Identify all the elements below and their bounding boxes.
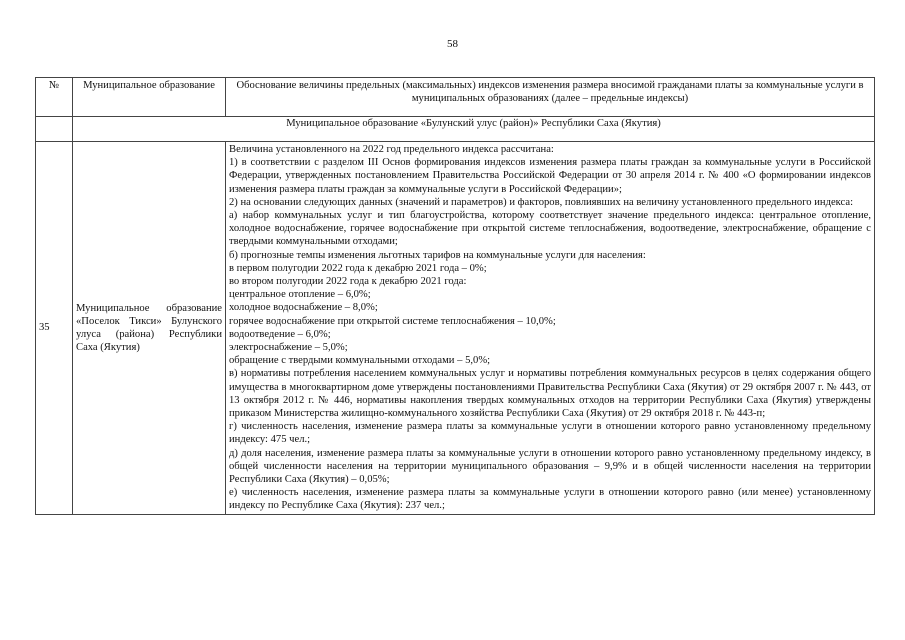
row-basis-text: [226, 142, 875, 515]
basis-table: [35, 77, 875, 515]
basis-line: д) доля населения, изменение размера платы за коммунальные услуги в отношении которого равно установленному предельному индексу, в общей численности населения на территории муниципального образования – 9,9% и в общей численности населения на территории Республики Саха (Якутия) – 0,05%;: [229, 447, 871, 486]
basis-line: холодное водоснабжение – 8,0%;: [229, 302, 378, 314]
basis-line: Величина установленного на 2022 год предельного индекса рассчитана:: [229, 144, 554, 155]
basis-line: б) прогнозные темпы изменения льготных тарифов на коммунальные услуги для населения:: [229, 249, 646, 261]
basis-line: обращение с твердыми коммунальными отходами – 5,0%;: [229, 355, 491, 367]
basis-line: 1) в соответствии с разделом III Основ формирования индексов изменения размера платы граждан за коммунальные услуги в Российской Федерации, утвержденных постановлением Правительства Российской Федерации от 30 апреля 2014 г. № 400 «О формировании индексов изменения размера платы граждан за коммунальные услуги в Российской Федерации»;: [229, 157, 871, 195]
basis-line: г) численность населения, изменение размера платы за коммунальные услуги в отношении которого равно установленному предельному индексу: 475 чел.;: [229, 421, 871, 446]
table-row: [36, 142, 875, 515]
basis-line: водоотведение – 6,0%;: [229, 328, 331, 340]
basis-line: в первом полугодии 2022 года к декабрю 2021 года – 0%;: [229, 262, 487, 274]
basis-line: электроснабжение – 5,0%;: [229, 342, 348, 354]
basis-line: 2) на основании следующих данных (значений и параметров) и факторов, повлиявших на величину установленного предельного индекса:: [229, 196, 854, 208]
header-basis: Обоснование величины предельных (максимальных) индексов изменения размера вносимой гражданами платы за коммунальные услуги в муниципальных образованиях (далее – предельные индексы): [226, 78, 875, 117]
row-municipality: Муниципальное образование «Поселок Тикси» Булунского улуса (района) Республики Саха (Якутия): [73, 142, 226, 515]
section-empty-cell: [36, 117, 73, 142]
section-title: Муниципальное образование «Булунский улус (район)» Республики Саха (Якутия): [73, 117, 875, 142]
header-municipality: Муниципальное образование: [73, 78, 226, 117]
basis-line: е) численность населения, изменение размера платы за коммунальные услуги в отношении которого равно (или менее) установленному индексу по Республике Саха (Якутия): 237 чел.;: [229, 487, 871, 512]
page-number: 58: [447, 38, 458, 50]
basis-line: центральное отопление – 6,0%;: [229, 289, 371, 301]
basis-line: во втором полугодии 2022 года к декабрю 2021 года:: [229, 276, 467, 288]
table-header-row: [36, 78, 875, 117]
basis-line: а) набор коммунальных услуг и тип благоустройства, которому соответствует значение предельного индекса: центральное отопление, холодное водоснабжение, горячее водоснабжение при открытой системе теплоснабжения, водоотведение, электроснабжение, обращение с твердыми коммунальными отходами;: [229, 210, 871, 248]
basis-line: горячее водоснабжение при открытой системе теплоснабжения – 10,0%;: [229, 315, 556, 327]
header-number: №: [36, 78, 73, 117]
basis-line: в) нормативы потребления населением коммунальных услуг и нормативы потребления коммунальных ресурсов в целях содержания общего имущества в многоквартирном доме утверждены постановлениями Правительства Республики Саха (Якутия) от 29 октября 2007 г. № 443, от 13 октября 2012 г. № 446, нормативы накопления твердых коммунальных отходов на территории Республики Саха (Якутия) утверждены приказом Министерства жилищно-коммунального хозяйства Республики Саха (Якутия) от 29 октября 2018 г. № 443-п;: [229, 368, 871, 420]
section-row: [36, 117, 875, 142]
row-number: 35: [36, 142, 73, 515]
